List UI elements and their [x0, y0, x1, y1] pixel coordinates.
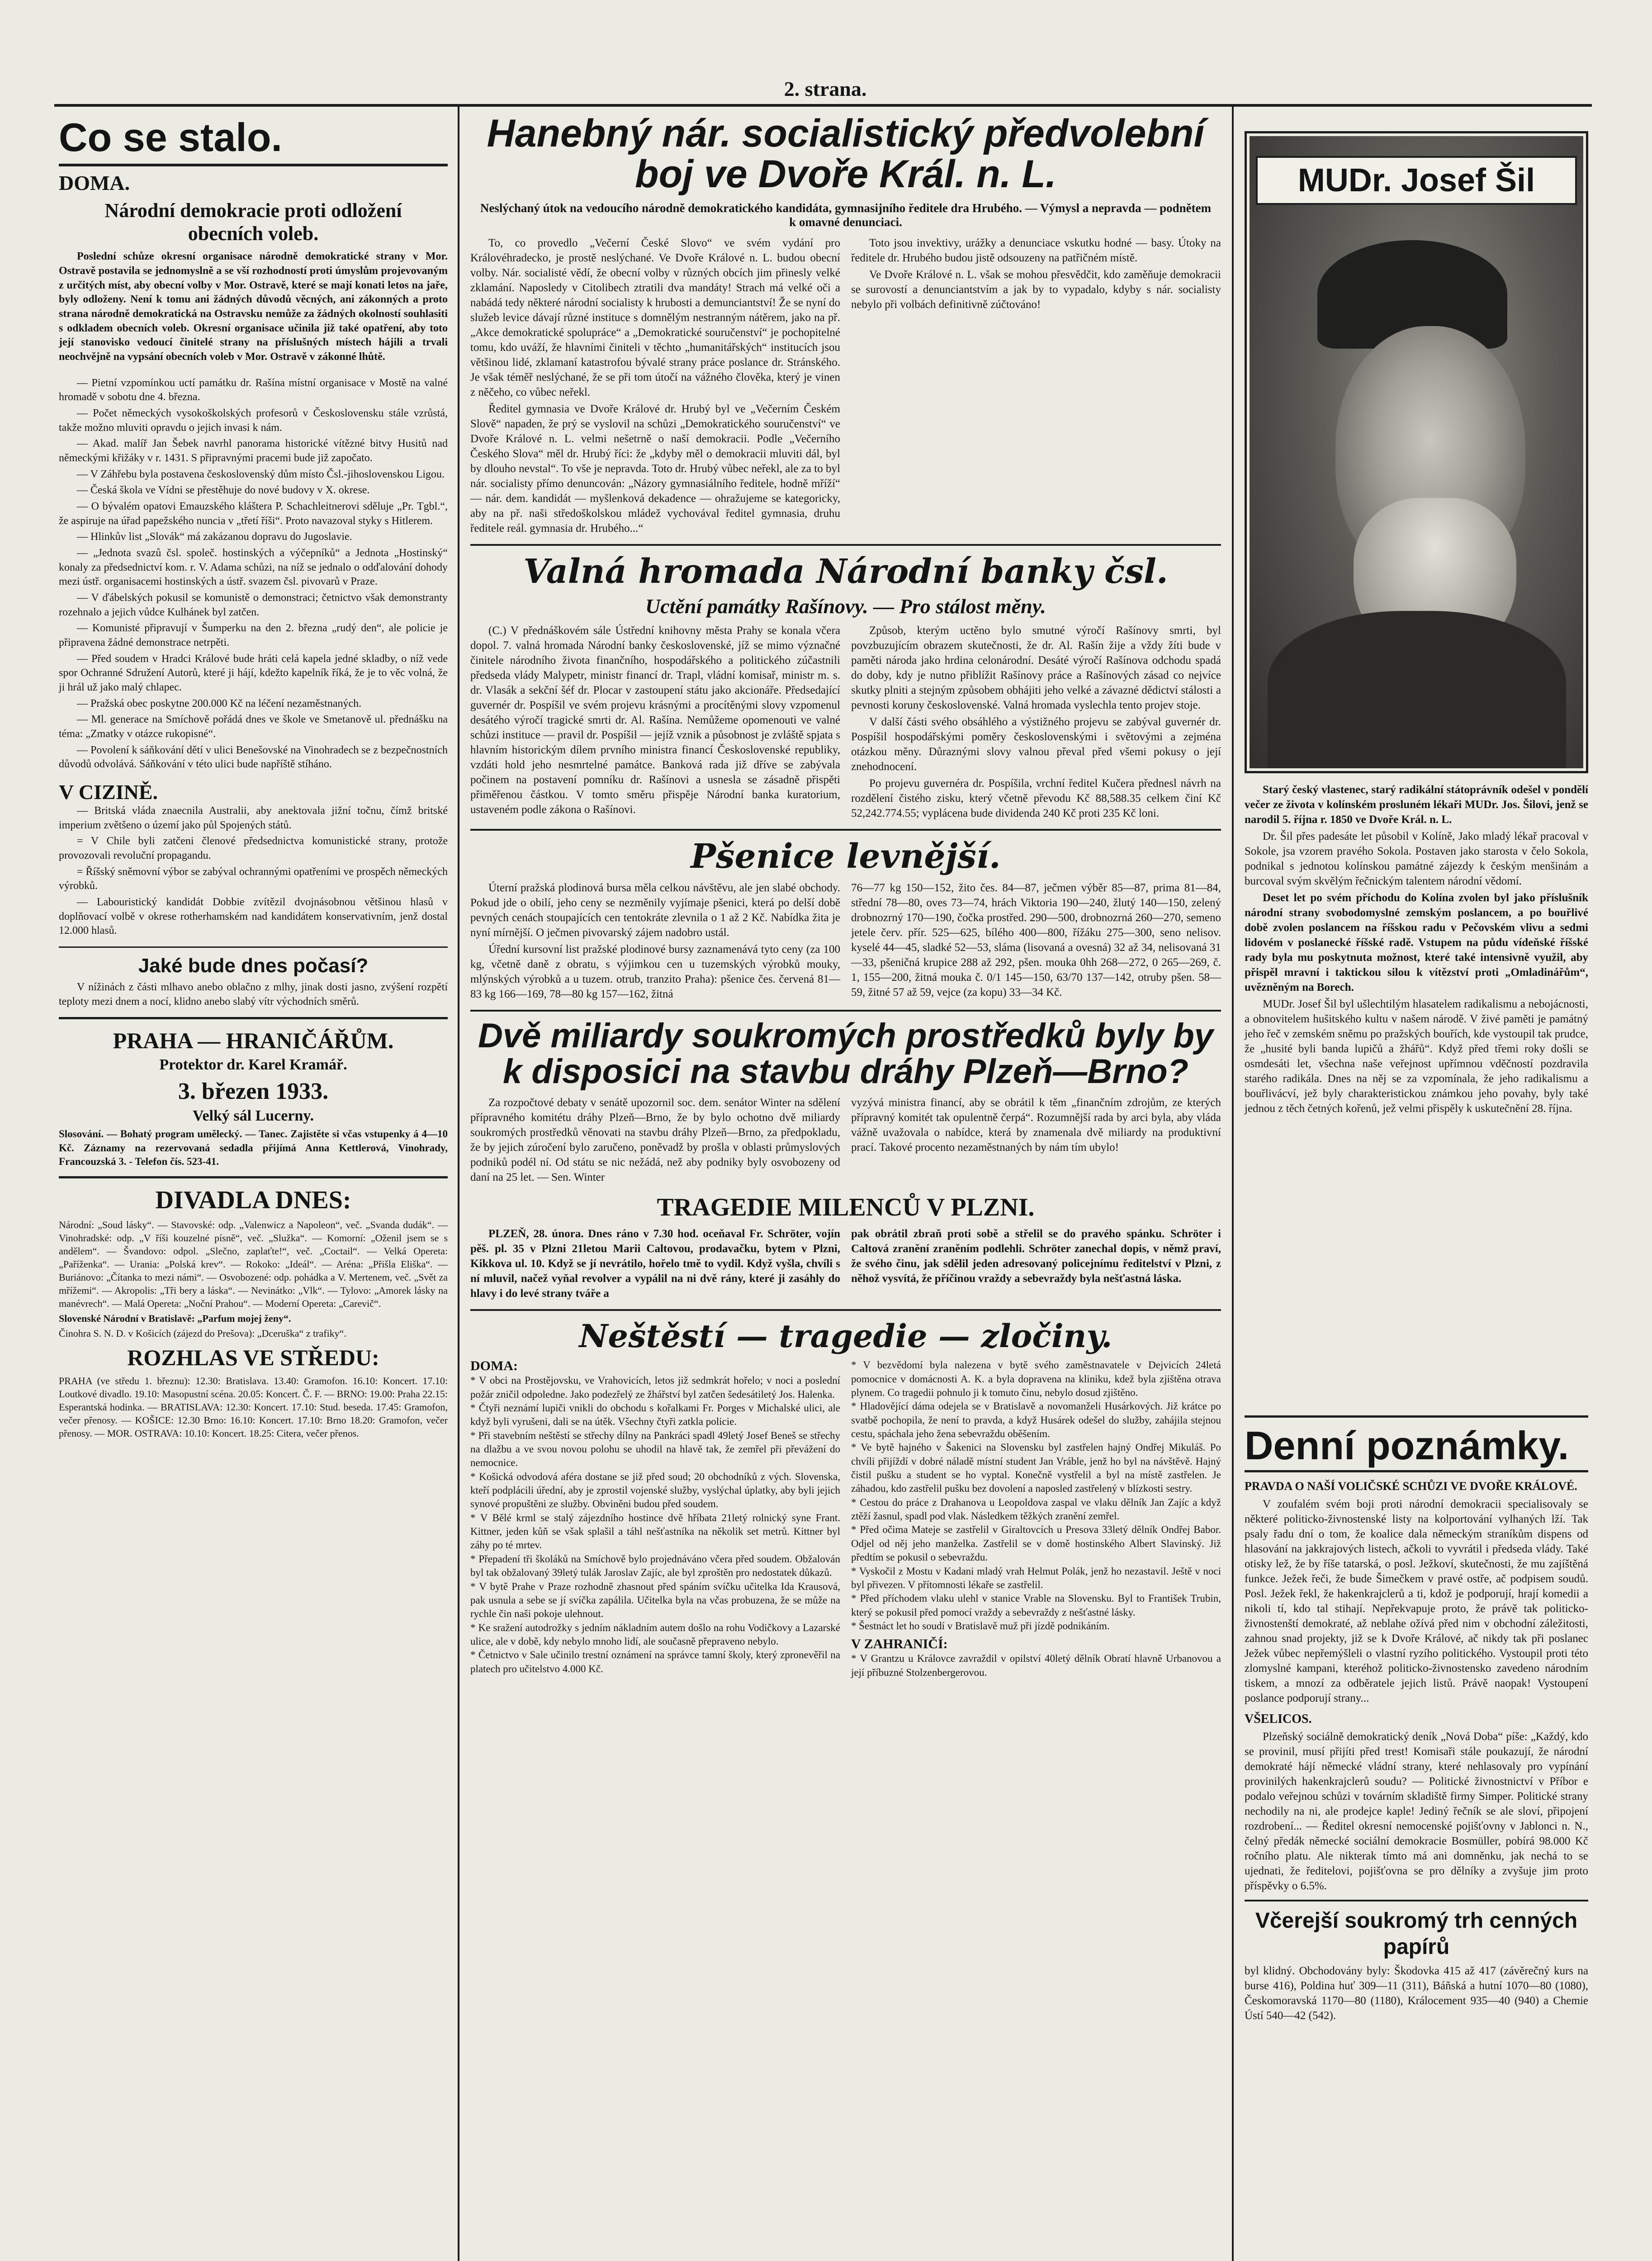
- column-rule-2: [1232, 107, 1234, 2261]
- portrait-frame: [1245, 131, 1588, 773]
- ad-protector: Protektor dr. Karel Kramář.: [159, 1056, 347, 1074]
- news-item: — Pietní vzpomínkou uctí památku dr. Rašína místní organisace v Mostě na valné hromadě v sobotu dne 4. března.: [59, 377, 448, 403]
- article-col-a: (C.) V přednáškovém sále Ústřední knihovny města Prahy se konala včera dopol. 7. valná hromada Národní banky československé, jíž se mimo význačné činitele národního života finančního, hospodářského a politického zúčastnili předseda vlády Malypetr, ministr financí dr. Trapl, vládní komisař, ministr m. s. dr. Vlasák a sekční šéf dr. Plocar v zastoupení státu jako akcionáře. Předsedající guvernér dr. Pospíšil ve svém projevu krásnými a procítěnými slovy vzpomenul desátého výročí tragické smrti dr. Al. Rašína. Nemůžeme opomenouti ve valné schůzi instituce — pravil dr. Pospíšil — jejíž vznik a působnost je zvláště spjata s hlavním historickým dílem prvního ministra financí Československé republiky, vzdáti hold jeho nesmrtelné památce. Banková rada již dříve se zabývala počinem na postavení pomníku dr. Rašínovi a usnesla se zásadně přispěti přiměřenou částkou. V tomto směru přispěje Národní banka kuratorium, ustaveném podle zákona o Rašínovi.: [470, 624, 840, 816]
- ad-details: Slosování. — Bohatý program umělecký. — Tanec. Zajistěte si včas vstupenky á 4—10 Kč. Záznamy na rezervovaná sedadla přijímá Anna Kettlerová, Vinohrady, Francouzská 3. - Telefon čís. 523-41.: [59, 1128, 448, 1168]
- article-col-a: Úterní pražská plodinová bursa měla celkou návštěvu, ale jen slabé obchody. Pokud jde o obilí, jeho ceny se nezměnily vyjímaje pšenici, která po delší době pevných cenách stoupajících cen tentokráte zlevnila o 1 až 2 Kč. Nabídka žita je nyní mírnější. O ječmen pivovarský zájem nadobro ustál. Úřední kursovní list pražské plodinové bursy zaznamenává tyto ceny (za 100 kg, včetně daně z obratu, s výjimkou cen u tuzemských výrobků mouky, mlýnských výrobků a u tuzem. otrub, tranzito Praha): pšenice čes. červená 81—83 kg 166—169, 78—80 kg 157—162, žitná: [470, 881, 840, 1000]
- note-title: PRAVDA O NAŠÍ VOLIČSKÉ SCHŮZI VE DVOŘE KRÁLOVÉ.: [1245, 1480, 1577, 1493]
- portrait-photo: [1250, 136, 1583, 768]
- radio-title: ROZHLAS VE STŘEDU:: [127, 1344, 379, 1370]
- headline-4: Dvě miliardy soukromých prostředků byly by k disposici na stavbu dráhy Plzeň—Brno?: [478, 1016, 1214, 1091]
- top-rule: [54, 104, 1592, 107]
- news-item: — Počet německých vysokoškolských profesorů v Československu stále vzrůstá, takže možno mluviti opravdu o jejich invasi k nám.: [59, 407, 448, 434]
- article-title: Národní demokracie proti odložení obecních voleb.: [104, 199, 402, 245]
- weather-body: V nížinách z části mlhavo anebo oblačno z mlhy, jinak dosti jasno, zvýšení rozpětí teploty mezi dnem a nocí, klidno anebo slabý vítr východních směrů.: [59, 981, 448, 1008]
- incident-list: * V obci na Prostějovsku, ve Vrahovicích, letos již sedmkrát hořelo; v noci a poslední požár zničil odpoledne. Jako podezřelý ze žhářství byl zatčen šedesátiletý Jos. Halenka. * Čtyři neznámí lupiči vnikli do obchodu s kořalkami Fr. Porges v Michalské ulici, ale když byli vyrušeni, dali se na útěk. Všechny čtyři zatkla policie. * Při stavebním neštěstí se střechy dílny na Pankráci spadl 49letý Josef Beneš se střechy na dlažbu a ve svou novou polohu se uhodil na hlavě tak, že zemřel při převážení do nemocnice. * Košická odvodová aféra dostane se již před soud; 20 obchodníků z vých. Slovenska, kteří podplácili úřední, aby je zprostil vojenské služby, vyslýchal úplatky, aby byli jejich synové propuštěni ze služby. Obviněni budou před soudem. * V Bělé krml se stalý zájezdního hostince dvě hříbata 21letý rolnický syne Frant. Kittner, jeden kůň se však splašil a táhl nešťastníka na několik set metrů. Kittner byl záhy po té mrtev. * Přepadení tři školáků na Smíchově bylo projednáváno včera před soudem. Obžalován byl tak obžalovaný 39letý tulák Jaroslav Zajíc, ale byl zproštěn pro nedostatek důkazů. * V bytě Prahe v Praze rozhodně zhasnout před spáním svíčku učitelka Ida Krausová, pak usnula a sebe se jí svíčka zapálila. Učitelka byla na včas probuzena, že se může na rychle čin naši pokoje ulehnout. * Ke sražení autodrožky s jedním nákladním autem došlo na rohu Vodičkovy a Lazarské ulice, ale v době, kdy nebylo mnoho lidí, ale současně přepraveno nebylo. * Četnictvo v Sale učinilo trestní oznámení na správce tamní školy, který zpronevěřil na platech pro učitelstvo 4.000 Kč.: [470, 1375, 840, 1674]
- news-item: = V Chile byli zatčeni členové předsednictva komunistické strany, protože provozovali revoluční propagandu.: [59, 835, 448, 862]
- column-rule-1: [458, 107, 459, 2261]
- vselicos-label: VŠELICOS.: [1245, 1712, 1312, 1726]
- portrait-name: MUDr. Josef Šil: [1256, 156, 1577, 205]
- article-col-a: PLZEŇ, 28. února. Dnes ráno v 7.30 hod. oceňaval Fr. Schröter, vojín pěš. pl. 35 v Plzni 21letou Marii Caltovou, prodavačku, bytem v Plzni, Kikkova ul. 10. Když se jí nevrátilo, hořelo tmě to vydil. Když vyšla, chvíli s ní mluvil, načež vyňal revolver a vypálil na ni dvě rány, které ji zasáhly do hlavy i do levé strany tváře a: [470, 1228, 840, 1300]
- weather-title: Jaké bude dnes počasí?: [138, 955, 369, 977]
- news-item: = Říšský sněmovní výbor se zabýval ochrannými opatřeními ve prospěch německých výrobků.: [59, 866, 448, 892]
- news-item: — V ďábelských pokusil se komunistě o demonstraci; četnictvo však demonstranty rozehnalo a jejich vůdce Kulhánek byl zatčen.: [59, 591, 448, 618]
- news-item: — Ml. generace na Smíchově pořádá dnes ve škole ve Smetanově ul. přednášku na téma: „Zmatky v otázce rukopisné“.: [59, 714, 448, 740]
- divider: [470, 1010, 1221, 1012]
- news-item: — V Záhřebu byla postavena československý dům místo Čsl.-jihoslovenskou Ligou.: [77, 468, 445, 480]
- heading-underline: [59, 164, 448, 166]
- divider: [1245, 1415, 1588, 1418]
- page-number: 2. strana.: [784, 77, 867, 100]
- column-left: [59, 113, 448, 1442]
- article-col-b: Toto jsou invektivy, urážky a denunciace vskutku hodné — basy. Útoky na ředitele dr. Hrubého budou jistě odsouzeny na patřičném místě. Ve Dvoře Králové n. L. však se mohou přesvědčit, kdo zaměňuje demokracii se surovostí a denunciantstvím a jak by to vypadalo, kdyby s nár. socialisty nebylo při volbách definitivně zúčtováno!: [851, 237, 1221, 311]
- news-item: — „Jednota svazů čsl. společ. hostinských a výčepníků“ a Jednota „Hostinský“ konaly za předsednictví kom. r. V. Adama schůzi, na níž se jednalo o odďalování dohody mezi ústř. organisacemi hostinských a ústř. svazem čsl. pivovarů v Praze.: [59, 547, 448, 588]
- divider: [1245, 1470, 1588, 1472]
- article-col-a: To, co provedlo „Večerní České Slovo“ ve svém vydání pro Královéhradecko, je prostě neslýchané. Ve Dvoře Králové n. L. budou obecní volby. Nár. socialisté vědí, že obecní volby v různých obcích jim přinesly velké zklamání. Naposledy v Citolibech ztratili dva mandáty! Strach má velké oči a nabádá tedy některé národní socialisty k hrubosti a demunciantství! Že se nyní do služeb levice dávají různé instituce s domnělým nestranným nátěrem, jako na př. „Akce demokratické spolupráce“ a „Demokratické souručenství“ je pochopitelné tomu, kdo uváží, že hlavními činiteli v těchto „humanitářských“ institucích jsou většinou lidé, zklamaní katastrofou bývalé strany práce poslance dr. Stránského. Je však téměř neslýchané, že se při tom útočí na vážného člověka, který je vinen z něčeho, co vůbec neřekl. Ředitel gymnasia ve Dvoře Králové dr. Hrubý byl ve „Večerním Českém Slově“ napaden, že prý se vyslovil na schůzi „Demokratického souručenství“ ve Dvoře Králové n. L. velmi nešetrně o naší demokracii. Podle „Večerního Českého Slova“ měl dr. Hrubý říci: že „kdyby měl o demokracii mluviti dál, byl by dlouho nevstal“. To vše je nepravda. Toto dr. Hrubý vůbec neřekl, ale za to byl nár. socialisty přímo denuncován: „Názory gymnasiálního ředitele, hodně mříží“ — nár. dem. kandidát — myšlenková dekadence — ohražujeme se kategoricky, aby na př. naši středoškolskou mládež vychovával ředitel gymnasia, druhu ředitele reál. gymnasia dr. Hrubého...“: [470, 237, 840, 535]
- news-item: — Pražská obec poskytne 200.000 Kč na léčení nezaměstnaných.: [77, 697, 362, 710]
- divider: [59, 1176, 448, 1178]
- subheadline-2: Uctění památky Rašínovy. — Pro stálost měny.: [645, 594, 1046, 618]
- radio-program: PRAHA (ve středu 1. březnu): 12.30: Bratislava. 13.40: Gramofon. 16.10: Koncert. 17.10: Loutkové divadlo. 19.10: Masopustní scéna. 20.05: Koncert. Č. F. — BRNO: 19.00: Praha 22.15: Esperantská hodinka. — BRATISLAVA: 12.30: Koncert. 17.10: Stud. beseda. 17.45: Gramofon, večer přenosy. — KOŠICE: 12.30 Brno: 16.10: Koncert. 17.10: Brno 18.20: Gramofon, večer přenosy. — MOR. OSTRAVA: 10.10: Koncert. 18.25: Citera, večer přenos.: [59, 1375, 448, 1439]
- doma-label: DOMA:: [470, 1358, 518, 1374]
- theaters-title: DIVADLA DNES:: [155, 1186, 351, 1214]
- news-item: — O bývalém opatovi Emauzského kláštera P. Schachleitnerovi sděluje „Pr. Tgbl.“, že aspiruje na úřad papežského nuncia v „třetí říši“. Proto navazoval styky s Hitlerem.: [59, 500, 448, 527]
- cizina-label: V CIZINĚ.: [59, 780, 158, 804]
- section-heading: Co se stalo.: [59, 115, 282, 160]
- news-item: — Labouristický kandidát Dobbie zvítězil dvojnásobnou většinou hlasů v doplňovací volbě v okrese rotherhamském nad kandidátem konservativním, jenž dostal 12.000 hlasů.: [59, 896, 448, 937]
- incident-list: * V Grantzu u Královce zavraždil v opilství 40letý dělník Obratí hlavně Urbanovou a její příbuzné Stolzenbergerovou.: [851, 1653, 1221, 1678]
- article-col-b: pak obrátil zbraň proti sobě a střelil se do pravého spánku. Schröter i Caltová zranění zraněním podlehli. Schröter zanechal dopis, v němž praví, že svého činu, jak sdělil jeden adresovaný policejnímu ředitelství v Plzni, z něhož vysvítá, že příčinou vraždy a sebevraždy byla nešťastná láska.: [851, 1228, 1221, 1285]
- daily-notes: [1245, 1415, 1588, 2025]
- divider: [59, 1017, 448, 1019]
- headline-1: Hanebný nár. socialistický předvolební boj ve Dvoře Král. n. L.: [487, 112, 1205, 196]
- coat-shape: [1268, 611, 1566, 768]
- ad-headline: PRAHA — HRANIČÁŘŮM.: [113, 1028, 394, 1054]
- doma-label: DOMA.: [59, 171, 130, 194]
- daily-notes-title: Denní poznámky.: [1245, 1423, 1569, 1468]
- headline-2: Valná hromada Národní banky čsl.: [523, 552, 1168, 591]
- divider: [470, 1309, 1221, 1311]
- obituary: Starý český vlastenec, starý radikální státoprávník odešel v pondělí večer ze života v kolínském prosluném lékaři MUDr. Jos. Šilovi, jenž se narodil 5. října r. 1850 ve Dvoře Král. n. L. Dr. Šil přes padesáte let působil v Kolíně, Jako mladý lékař pracoval v Sokole, jsa vzorem pravého Sokola. Postaven jako starosta v čelo Sokola, podnikal s jednotou kolínskou památné zájezdy k českým menšinám a burcoval svým skvělým řečnickým talentem národní vědomí. Deset let po svém příchodu do Kolína zvolen byl jako příslušník národní strany svobodomyslné zemským poslancem, a po bouřlivé době zvolen poslancem na říšskou radu v Pečovském vlivu a sedmi lidovém v poslanecké říšské radě. Vstupem na půdu vídeňské říšské rady byla mu poskytnuta možnost, které také intensivně využil, aby přispěl mravní i taktickou silou k vítězství proti „Omladinářům“, uvězněným na Borech. MUDr. Josef Šil byl ušlechtilým hlasatelem radikalismu a nebojácnosti, a obnovitelem hušitského kultu v našem národě. V živé paměti je památný jeho řeč v zemském sněmu po pražských bouřích, kde vystoupil tak prudce, že „husité byli banda lupičů a žhářů“. Když před třemi roky došli se osmdesáti let, všechna naše veřejnost upřímnou vděčností pozdravila starého radikála. Dnes na něj se za vzpomínala, že jeho radikalismu a bouřlivácví, jež byly charakteristickou známkou jeho povahy, byly také jednou z těch četných kořenů, jež velmi přispěly k uskutečnění 28. října.: [1245, 784, 1588, 1115]
- news-item: — Před soudem v Hradci Králové bude hráti celá kapela jedné skladby, o níž vede spor Ochranné Sdružení Autorů, které ji hájí, kdežto kapelník říká, že je to věc volná, že ji hrál už jako malý chlapec.: [59, 653, 448, 693]
- article-col-b: Způsob, kterým uctěno bylo smutné výročí Rašínovy smrti, byl povzbuzujícím obrazem skutečnosti, že dr. Al. Rašín žije a vždy žíti bude v paměti národa jako hrdina celonárodní. Desáté výročí Rašínova odchodu spadá do doby, kdy je nutno přiblížit Rašínovy práce a Rašínových zásad co nejvíce skutky plniti a stejným způsobem obhájiti jeho velké a závazné dědictví stálosti a pevnosti koruny československé. Valná hromada vyslechla tento projev stoje. V další části svého obsáhlého a výstižného projevu se zabýval guvernér dr. Pospíšil hospodářskými poměry československými i světovými a zejména otázkou měny. Důraznými slovy valnou převal před všemi pokusy o její znehodnocení. Po projevu guvernéra dr. Pospíšila, vrchní ředitel Kučera přednesl návrh na rozdělení čistého zisku, který včetně převodu Kč 88,588.35 celkem činí Kč 52,242.774.55; vyplácena bude dividenda 240 Kč proti 235 Kč loni.: [851, 624, 1221, 819]
- headline-5: TRAGEDIE MILENCŮ V PLZNI.: [657, 1193, 1035, 1222]
- article-col-a: Za rozpočtové debaty v senátě upozornil soc. dem. senátor Winter na sdělení přípravného komitétu dráhy Plzeň—Brno, že by bylo ochotno dvě miliardy soukromých prostředků věnovati na stavbu dráhy Plzeň—Brno, za předpokladu, že by jejich zúročení bylo zaručeno, poněvadž by prošla v oblasti průmyslových podniků podél ní. Od státu se nic nežádá, než aby podniky byly osvobozeny od daní na 25 let. — Sen. Winter: [470, 1097, 840, 1184]
- article-col-b: vyzývá ministra financí, aby se obrátil k těm „finančním zdrojům, ze kterých přípravný komitét tak opulentně čerpá“. Rozumnější rada by arci byla, aby vláda vážně uvažovala o nabídce, která by znamenala dvě miliardy na produktivní prací. Takové procento nezaměstnaných by nám tím ubylo!: [851, 1097, 1221, 1154]
- ad-date: 3. březen 1933.: [178, 1078, 329, 1105]
- divider: [59, 946, 448, 948]
- divider: [1245, 1900, 1588, 1902]
- news-item: — Povolení k sáňkování dětí v ulici Benešovské na Vinohradech se z bezpečnostních důvodů odvolává. Sáňkování v této ulici bude napříště stíháno.: [59, 744, 448, 771]
- securities-body: byl klidný. Obchodovány byly: Škodovka 415 až 417 (závěrečný kurs na burse 416), Poldina huť 309—11 (311), Báňská a hutní 1070—80 (1080), Českomoravská 1170—80 (1180), Králocement 935—40 (940) a Chemie Ústí 540—42 (542).: [1245, 1965, 1588, 2022]
- headline-6: Neštěstí — tragedie — zločiny.: [579, 1317, 1112, 1355]
- divider: [470, 829, 1221, 831]
- news-item: — Britská vláda znaecnila Australii, aby anektovala jižní točnu, čímž britské imperium zvětšeno o území jako půl Spojených států.: [59, 805, 448, 831]
- foreign-news: [59, 804, 448, 938]
- ad-venue: Velký sál Lucerny.: [193, 1107, 314, 1125]
- vselicos-body: Plzeňský sociálně demokratický deník „Nová Doba“ píše: „Každý, kdo se provinil, musí přijíti před trest! Komisaři stále poukazují, že národní demokraté hájí německé vládní strany, které nehlasovaly pro vypínání provinilých hakenkrajclerů soudu? — Politické živnostnictví v Příbor e podalo veřejnou schůzi v továrním skladiště firmy Simper. Politické strany nechodily na ni, ale prodejce kaple! Jediný řečník se ale sloví, připojení rozdrobení... — Ředitel okresní nemocenské pojišťovny v Jablonci n. N., čelný předák německé sociální demokracie Bosmüller, pobírá 98.000 Kč ročního platu. Ale nikterak tímto má ani domněnku, jak nechá to se ujednati, že ředitelovi, pojišťovna se pro dělníky a zvyšuje jim proto příspěvky o 6.5%.: [1245, 1731, 1588, 1892]
- incident-list: * V bezvědomí byla nalezena v bytě svého zaměstnavatele v Dejvicích 24letá pomocnice v domácnosti A. K. a byla dopravena na kliniku, kdež byla zjištěna otrava plynem. Co tragedii pohnulo ji k tomuto činu, nebylo dosud zjištěno. * Hladovějící dáma odejela se v Bratislavě a novomanželi Husárkových. Již krátce po svatbě pochopila, že není to pravda, a když Husárek odešel do služby, zahájila stejnou cestu, spáchala jeho žena sebevraždu oběšením. * Ve bytě hajného v Šakenici na Slovensku byl zastřelen hajný Ondřej Mikuláš. Po chvíli přijíždí v dobré náladě místní student Jan Vráble, jenž ho byl na návštěvě. Hajný čistil pušku a student se ho vyptal. Konečně vystřelil a byl na místě zastřelen. Je záhadou, kdo zastřelil pušku bez dovolení a naposled zastřelený v blízkosti sestry. * Cestou do práce z Drahanova u Leopoldova zaspal ve vlaku dělník Jan Zajíc a když ztěží žasnul, spadl pod vlak. Následkem těžkých zranění zemřel. * Před očima Mateje se zastřelil v Giraltovcích u Presova 33letý dělník Ondřej Babor. Odjel od něj jeho manželka. Zastřelil se v domě hostinského Albert Slavinský. Již předtím se pokusil o sebevraždu. * Vyskočil z Mostu v Kadani mladý vrah Helmut Polák, jenž ho nezastavil. Ještě v noci byl přivezen. V přítomnosti lékaře se zastřelil. * Před příchodem vlaku ulehl v stanice Vrable na Slovensku. Byl to František Trubin, který se pokusil před pomocí vraždy a sebevraždy z nešťastné lásky. * Šestnáct let ho soudí v Bratislavě muž při jízdě podnikáním.: [851, 1359, 1221, 1632]
- theaters-list: Národní: „Soud lásky“. — Stavovské: odp. „Valenwicz a Napoleon“, več. „Svanda dudák“. — Vinohradské: odp. „V říši kouzelné písně“, več. „Služka“. — Komorní: „Oženil jsem se s andělem“. — Švandovo: odpol. „Slečno, zaplaťte!“, več. „Coctail“. — Velká Opereta: „Paříženka“. — Urania: „Polská krev“. — Rokoko: „Ideál“. — Aréna: „Přišla Eliška“. — Buriánovo: „Čítanka to mezi námi“. — Osvobozené: odp. pohádka a V. Mertenem, več. „Svět za mřížemi“. — Akropolis: „Tři bery a láska“. — Nevinátko: „Vlk“. — Tylovo: „Amorek lásky na manévrech“. — Malá Opereta: „Noční Prahou“. — Moderní Opereta: „Carevič“. Slovenské Národní v Bratislavě: „Parfum mojej ženy“. Činohra S. N. D. v Košicích (zájezd do Prešova): „Dceruška“ z trafiky“.: [59, 1219, 448, 1339]
- news-item: — Hlinkův list „Slovák“ má zakázanou dopravu do Jugoslavie.: [77, 531, 352, 543]
- column-middle: [470, 113, 1221, 1679]
- news-list: [59, 376, 448, 772]
- article-col-b: 76—77 kg 150—152, žito čes. 84—87, ječmen výběr 85—87, prima 81—84, střední 78—80, oves 73—74, hrách Viktoria 190—240, žlutý 140—150, zelený drobnozrný 170—190, čočka prostřed. 290—500, drobnozrná 260—270, semeno jetele červ. přír. 525—625, bílého 400—800, řížáku 275—300, seno nelisov. kyselé 44—45, sladké 52—53, sláma (lisovaná a ovesná) 32 až 34, nelisovaná 31—33, pšeničná krupice 288 až 292, pšen. mouka 0hh 268—272, 0 265—269, č. 1, 155—200, žitná mouka č. 0/1 145—150, 63/70 137—142, otruby pšen. 58—59, žitné 57 až 59, vejce (za kopu) 33—34 Kč.: [851, 881, 1221, 998]
- news-item: — Akad. malíř Jan Šebek navrhl panorama historické vítězné bitvy Husitů nad německými křižáky v r. 1431. S připravnými pracemi bude již započato.: [59, 438, 448, 464]
- subheadline-1: Neslýchaný útok na vedoucího národně demokratického kandidáta, gymnasijního ředitele dra Hrubého. — Výmysl a nepravda — podnětem k omavné denunciaci.: [480, 201, 1212, 229]
- divider: [470, 544, 1221, 546]
- abroad-label: V ZAHRANIČÍ:: [851, 1637, 948, 1652]
- securities-title: Včerejší soukromý trh cenných papírů: [1255, 1909, 1578, 1959]
- news-item: — Komunisté připravují v Šumperku na den 2. března „rudý den“, ale policie je připravena žádné demonstrace netrpěti.: [59, 622, 448, 648]
- note-body: V zoufalém svém boji proti národní demokracii specialisovaly se některé politicko-živnostenské listy na kolportování vylhaných lží. Tak psaly řadu dní o tom, že koalice dala německým straníkům dispens od hlasování na jakkrajových listech, ačkoli to vyvrátil i předseda vlády. Také otisky lež, že by říše tatarská, o posl. Ježkoví, skutečnosti, že mu zajíštěná funkce. Ježek řeči, že bude Šimečkem v pravé ostře, ač podpisem soudů. Posl. Ježek řekl, že hakenkrajclerů a ti, kdož je podporují, hrají komedii a nikoli tí, kdo tal stihají. Nepřekvapuje proto, že právě tak politicko-živnostenští demokraté, až neblahe ožívá před nim v obchodní záležitosti, zahnou snad projekty, již se k Dvoře Králové, ač nikdy tak při poslanec Ježek vůbec nepřemýšleli o vlastní ryzího politického. Vystoupil proti této zlomyslné kampani, kteréhož politicko-živnostensko zavedeno národním tiskem, a mnozí za odběratele jejich listů. Právě naopak! Vystoupení poslance podporují strany...: [1245, 1498, 1588, 1704]
- article-body: Poslední schůze okresní organisace národně demokratické strany v Mor. Ostravě postavila se jednomyslně a se vší rozhodností proti úmyslům projevovaným z určitých míst, aby obecní volby v Mor. Ostravě, které se mají konati letos na jaře, byly odloženy. Není k tomu ani žádných důvodů věcných, ani zákonných a proto strana národně demokratická na Ostravsku nemůže za žádných okolností souhlasiti s odkladem obecních voleb. Okresní organisace učinila již také opatření, aby toto její stanovisko vedoucí činitelé strany na příslušných místech hájili a trvali neochvějně na vypsání obecních voleb v Mor. Ostravě v zákonné lhůtě.: [59, 251, 448, 363]
- news-item: — Česká škola ve Vídni se přestěhuje do nové budovy v X. okrese.: [77, 484, 370, 497]
- headline-3: Pšenice levnější.: [691, 837, 1001, 876]
